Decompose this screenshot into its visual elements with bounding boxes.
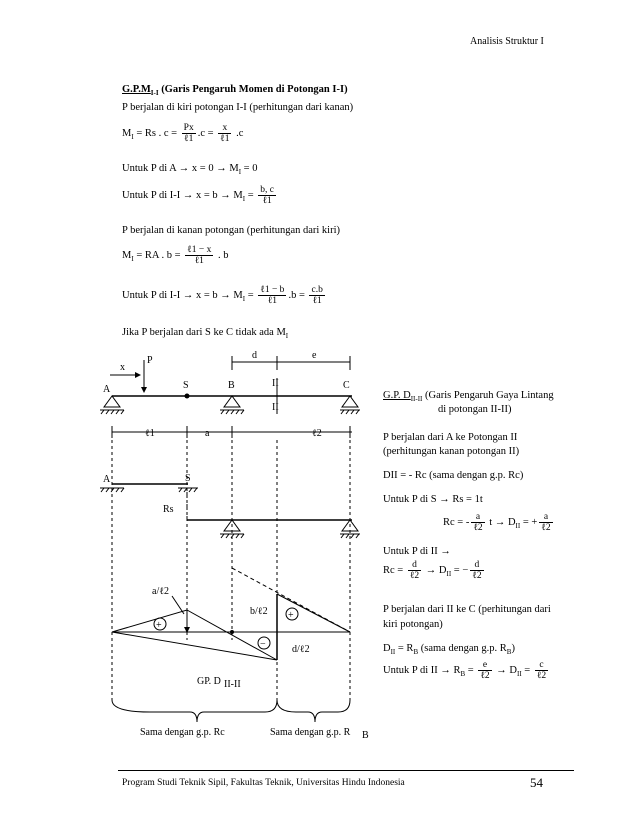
label-d: d <box>252 350 257 361</box>
section2-heading-line2: di potongan II-II) <box>438 404 512 415</box>
support-s2 <box>178 488 198 492</box>
dii-rb-text: $D_{II} = R_B$ (sama dengan g.p. $R_B$) <box>383 643 515 657</box>
label-b: B <box>228 380 235 391</box>
label-ii: II <box>272 378 279 389</box>
rb-eq: Untuk P di II → $R_B$ = $\frac{e}{\text{ℓ2}}$ → $D_{II}$ = $\frac{c}{\text{ℓ2}}$ <box>383 660 547 681</box>
label-minus: − <box>260 639 266 650</box>
support-c2 <box>340 520 360 538</box>
untuk-ii-text: Untuk P di II → <box>383 546 451 557</box>
label-plus2: + <box>288 610 294 621</box>
label-b-over-l2: b/ℓ2 <box>250 606 268 617</box>
section2-heading: G.P. $D_{II-II}$ (Garis Pengaruh Gaya Lintang <box>383 390 554 404</box>
label-c: C <box>343 380 350 391</box>
label-s2: S <box>185 473 191 484</box>
label-a: A <box>103 384 111 395</box>
label-gp-sub: II-II <box>224 679 241 690</box>
note-text: Jika P berjalan dari S ke C tidak ada $M_I$ <box>122 327 289 341</box>
support-b2 <box>220 520 244 538</box>
influence-left-segment <box>112 610 277 660</box>
section1-heading: $G.P.M_{I-I}$ (Garis Pengaruh Momen di Potongan I-I) <box>122 84 348 98</box>
label-e: e <box>312 350 317 361</box>
label-s: S <box>183 380 189 391</box>
label-plus1: + <box>156 620 162 631</box>
p-ak-text: P berjalan dari A ke Potongan II <box>383 432 518 443</box>
brace-left <box>112 700 277 722</box>
footer-rule <box>118 770 574 771</box>
label-x: x <box>120 362 125 373</box>
label-l1: ℓ1 <box>145 428 155 439</box>
p-iic-text: P berjalan dari II ke C (perhitungan dari <box>383 604 551 615</box>
eq1: $M_I = Rs$ . c = $\frac{Px}{\text{ℓ1}}$ .c = $\frac{x}{\text{ℓ1}}$ .c <box>122 123 244 144</box>
support-b <box>220 396 244 414</box>
brace-left-text: Sama dengan g.p. Rc <box>140 727 225 738</box>
label-l2: ℓ2 <box>312 428 322 439</box>
rc2-eq: Rc = $\frac{d}{\text{ℓ2}}$ → $D_{II}$ = − $\frac{d}{\text{ℓ2}}$ <box>383 560 482 581</box>
p-right-text: P berjalan di kanan potongan (perhitungan dari kiri) <box>122 225 341 236</box>
hinge-s <box>185 394 190 399</box>
label-rs: Rs <box>163 504 174 515</box>
brace-right <box>277 700 350 722</box>
support-a <box>100 396 124 414</box>
header-title: Analisis Struktur I <box>470 36 544 47</box>
case-c: Untuk P di $I-I \to x = b \to M_I$ = $\frac{\text{ℓ1 − b}}{\text{ℓ1}}$ .b = $\frac{c.b}{\text{ℓ1}}$ <box>122 285 323 306</box>
brace-right-text: Sama dengan g.p. R <box>270 727 351 738</box>
dii-text: DII = - Rc (sama dengan g.p. Rc) <box>383 470 524 481</box>
rc-eq: Rc = - $\frac{a}{\text{ℓ2}}$ $t \to D_{II}$ = + $\frac{a}{\text{ℓ2}}$ <box>443 512 551 533</box>
label-a2: A <box>103 474 111 485</box>
label-gp: GP. D <box>197 676 221 687</box>
p-left-text: P berjalan di kiri potongan I-I (perhitungan dari kanan) <box>122 102 354 113</box>
label-ii-lower: II <box>272 402 279 413</box>
untuk-s-text: Untuk P di S → Rs = 1t <box>383 494 483 505</box>
label-a-span: a <box>205 428 210 439</box>
case-b: Untuk P di $I-I \to x = b \to M_I$ = $\frac{b, c}{\text{ℓ1}}$ <box>122 185 274 206</box>
eq2: $M_I$ = RA . b = $\frac{\text{ℓ1 − x}}{\text{ℓ1}}$ . b <box>122 245 229 266</box>
label-p: P <box>147 355 153 366</box>
brace-right-sub: B <box>362 730 369 741</box>
label-d-over-l2: d/ℓ2 <box>292 644 310 655</box>
support-c <box>340 396 360 414</box>
page-number: 54 <box>530 775 543 790</box>
case-a: Untuk P di $A \to x = 0 \to M_I = 0$ <box>122 163 258 177</box>
p-ak-text2: (perhitungan kanan potongan II) <box>383 446 520 457</box>
footer-text: Program Studi Teknik Sipil, Fakultas Teknik, Universitas Hindu Indonesia <box>122 778 405 788</box>
p-iic-text2: kiri potongan) <box>383 619 443 630</box>
label-a-over-l2: a/ℓ2 <box>152 586 170 597</box>
